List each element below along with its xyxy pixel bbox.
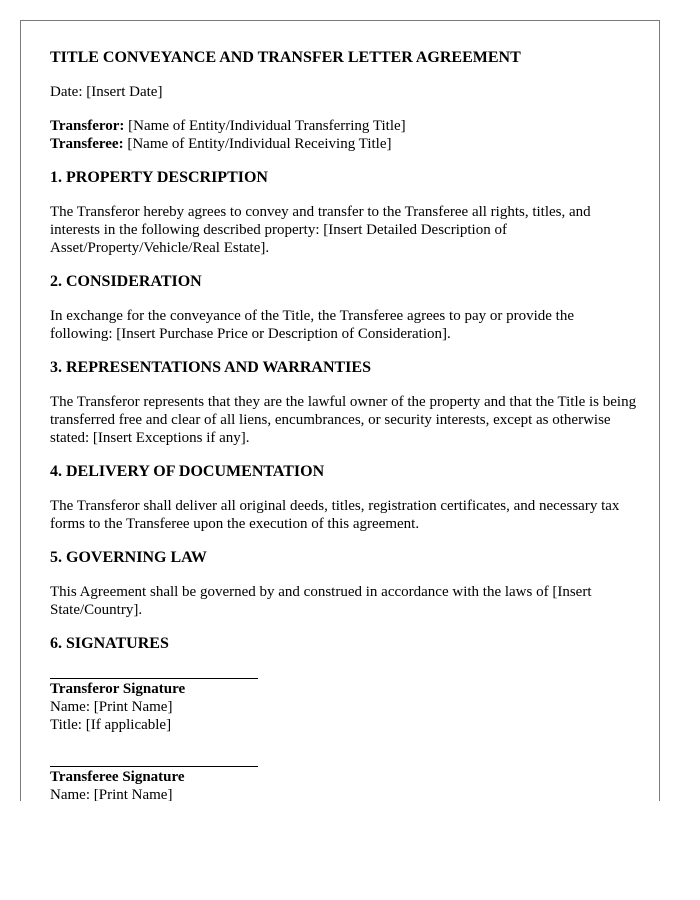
- transferee-line: [50, 135, 640, 153]
- transferor-signature-line[interactable]: [50, 678, 258, 679]
- section-heading-property: 1. PROPERTY DESCRIPTION: [50, 169, 268, 186]
- transferee-name-line: Name: [Print Name]: [50, 787, 173, 801]
- section-body-governing-law: This Agreement shall be governed by and construed in accordance with the laws of [Insert State/Country].: [50, 584, 592, 618]
- section-heading-delivery: 4. DELIVERY OF DOCUMENTATION: [50, 463, 325, 480]
- section-heading-consideration: 2. CONSIDERATION: [50, 273, 202, 290]
- section-heading-signatures: 6. SIGNATURES: [50, 635, 169, 652]
- section-body-consideration: In exchange for the conveyance of the Title, the Transferee agrees to pay or provide the following: [Insert Purchase Price or Description of Consideration].: [50, 308, 574, 342]
- section-heading-governing-law: 5. GOVERNING LAW: [50, 549, 207, 566]
- section-heading-representations: 3. REPRESENTATIONS AND WARRANTIES: [50, 359, 371, 376]
- transferee-value: [Name of Entity/Individual Receiving Title]: [123, 136, 392, 152]
- transferor-signature-label: Transferor Signature: [50, 681, 186, 697]
- transferee-label: Transferee:: [50, 136, 124, 152]
- transferor-label: Transferor:: [50, 118, 125, 134]
- document-body: [50, 49, 640, 801]
- transferor-value: [Name of Entity/Individual Transferring Title]: [124, 118, 406, 134]
- transferor-title-line: Title: [If applicable]: [50, 717, 172, 733]
- document-title: TITLE CONVEYANCE AND TRANSFER LETTER AGREEMENT: [50, 49, 521, 66]
- transferee-signature-line[interactable]: [50, 766, 258, 767]
- transferee-signature-block: [50, 766, 640, 801]
- transferee-signature-label: Transferee Signature: [50, 769, 185, 785]
- transferor-signature-block: [50, 678, 640, 734]
- date-line: Date: [Insert Date]: [50, 84, 163, 100]
- section-body-delivery: The Transferor shall deliver all original deeds, titles, registration certificates, and necessary tax forms to the Transferee upon the execution of this agreement.: [50, 498, 620, 532]
- transferor-name-line: Name: [Print Name]: [50, 699, 173, 715]
- section-body-representations: The Transferor represents that they are the lawful owner of the property and that the Title is being transferred free and clear of all liens, encumbrances, or security interests, except as otherwise stated: [Insert Exceptions if any].: [50, 394, 637, 446]
- parties-block: [50, 117, 640, 153]
- section-body-property: The Transferor hereby agrees to convey and transfer to the Transferee all rights, titles, and interests in the following described property: [Insert Detailed Description of Asset/Property/Vehicle/Real Estate].: [50, 204, 591, 256]
- document-page: [20, 20, 660, 801]
- transferor-line: [50, 117, 640, 135]
